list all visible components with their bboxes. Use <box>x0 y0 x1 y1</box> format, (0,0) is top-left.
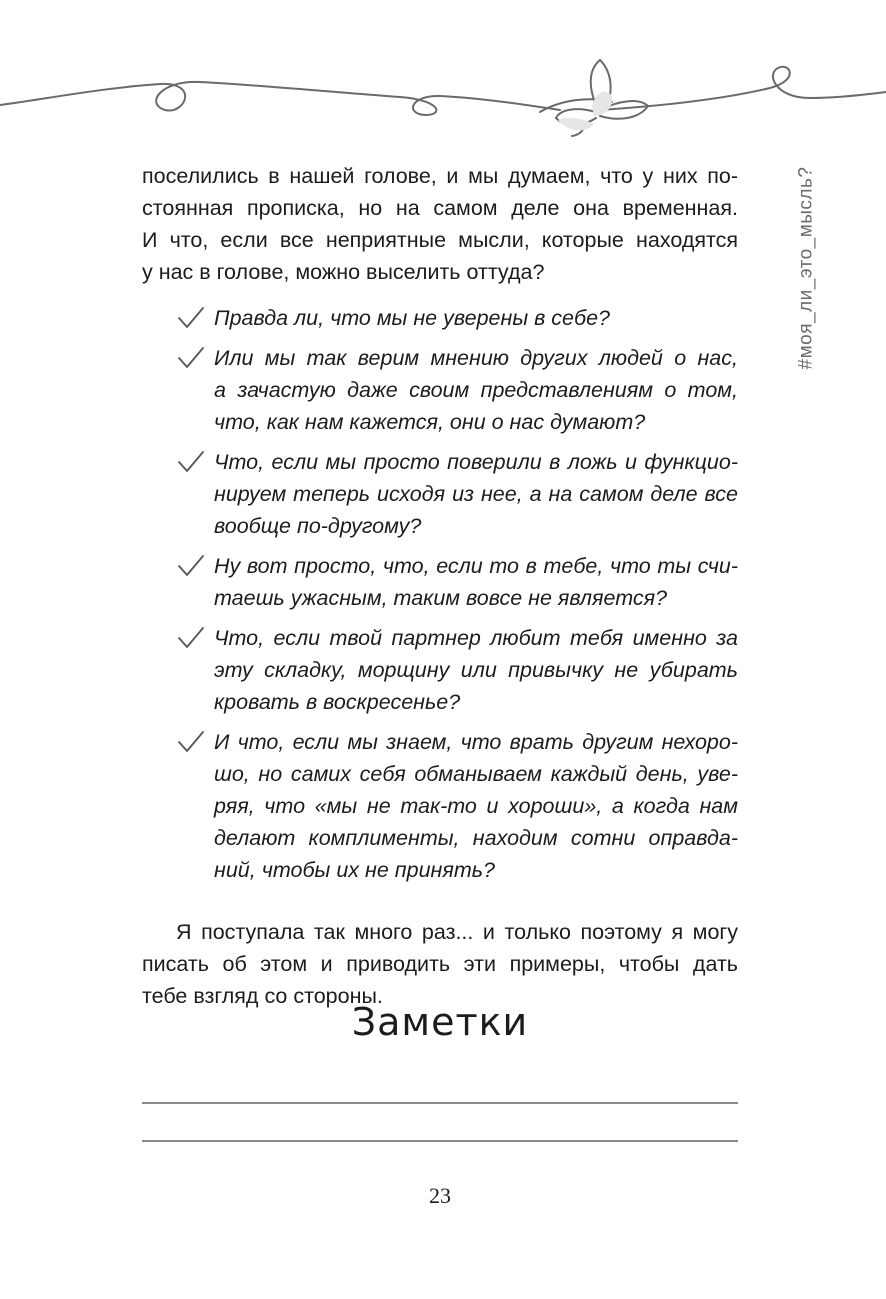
header-butterfly-ornament <box>0 40 886 160</box>
section-hashtag-text: #моя_ли_это_мысль? <box>795 166 816 369</box>
checklist-line: кровать в воскресенье? <box>214 690 461 714</box>
checklist-item <box>142 550 738 614</box>
checklist-line: ряя, что «мы не так-то и хороши», а когда нам <box>214 794 738 818</box>
intro-line: И что, если все неприятные мысли, которые находятся <box>142 228 738 252</box>
notes-writing-line <box>142 1102 738 1104</box>
page-body <box>142 160 738 1012</box>
checklist-line: И что, если мы знаем, что врать другим нехоро- <box>214 730 738 754</box>
checklist-item <box>142 446 738 542</box>
intro-line: поселились в нашей голове, и мы думаем, что у них по- <box>142 164 738 188</box>
checklist-line: Ну вот просто, что, если то в тебе, что ты счи- <box>214 554 738 578</box>
question-checklist <box>142 302 738 886</box>
checklist-line: таешь ужасным, таким вовсе не является? <box>214 586 668 610</box>
section-hashtag <box>793 160 819 375</box>
intro-paragraph <box>142 160 738 288</box>
checklist-line: ний, чтобы их не принять? <box>214 858 496 882</box>
checklist-line: Что, если твой партнер любит тебя именно за <box>214 626 738 650</box>
page-number: 23 <box>429 1183 451 1208</box>
checklist-line: вообще по-другому? <box>214 514 422 538</box>
closing-line: Я поступала так много раз... и только поэтому я могу <box>176 920 738 944</box>
checklist-line: Правда ли, что мы не уверены в себе? <box>214 306 611 330</box>
intro-line: у нас в голове, можно выселить оттуда? <box>142 260 545 284</box>
checklist-line: эту складку, морщину или привычку не убирать <box>214 658 738 682</box>
closing-line: тебе взгляд со стороны. <box>142 984 383 1008</box>
notes-writing-line <box>142 1140 738 1142</box>
closing-paragraph <box>142 916 738 1012</box>
checklist-line: что, как нам кажется, они о нас думают? <box>214 410 646 434</box>
checklist-line: шо, но самих себя обманываем каждый день, уве- <box>214 762 738 786</box>
closing-line: писать об этом и приводить эти примеры, чтобы дать <box>142 952 738 976</box>
checklist-item <box>142 622 738 718</box>
checklist-item <box>142 302 738 334</box>
checkmark-icon <box>176 344 206 372</box>
checkmark-icon <box>176 304 206 332</box>
checklist-line: Что, если мы просто поверили в ложь и функцио- <box>214 450 738 474</box>
checkmark-icon <box>176 552 206 580</box>
checkmark-icon <box>176 448 206 476</box>
checklist-line: а зачастую даже своим представлениям о том, <box>214 378 738 402</box>
intro-line: стоянная прописка, но на самом деле она временная. <box>142 196 738 220</box>
notes-heading: Заметки <box>351 1000 529 1044</box>
checkmark-icon <box>176 624 206 652</box>
checklist-item <box>142 342 738 438</box>
checkmark-icon <box>176 728 206 756</box>
checklist-line: нируем теперь исходя из нее, а на самом деле все <box>214 482 738 506</box>
checklist-item <box>142 726 738 886</box>
checklist-line: делают комплименты, находим сотни оправда- <box>214 826 738 850</box>
checklist-line: Или мы так верим мнению других людей о нас, <box>214 346 738 370</box>
